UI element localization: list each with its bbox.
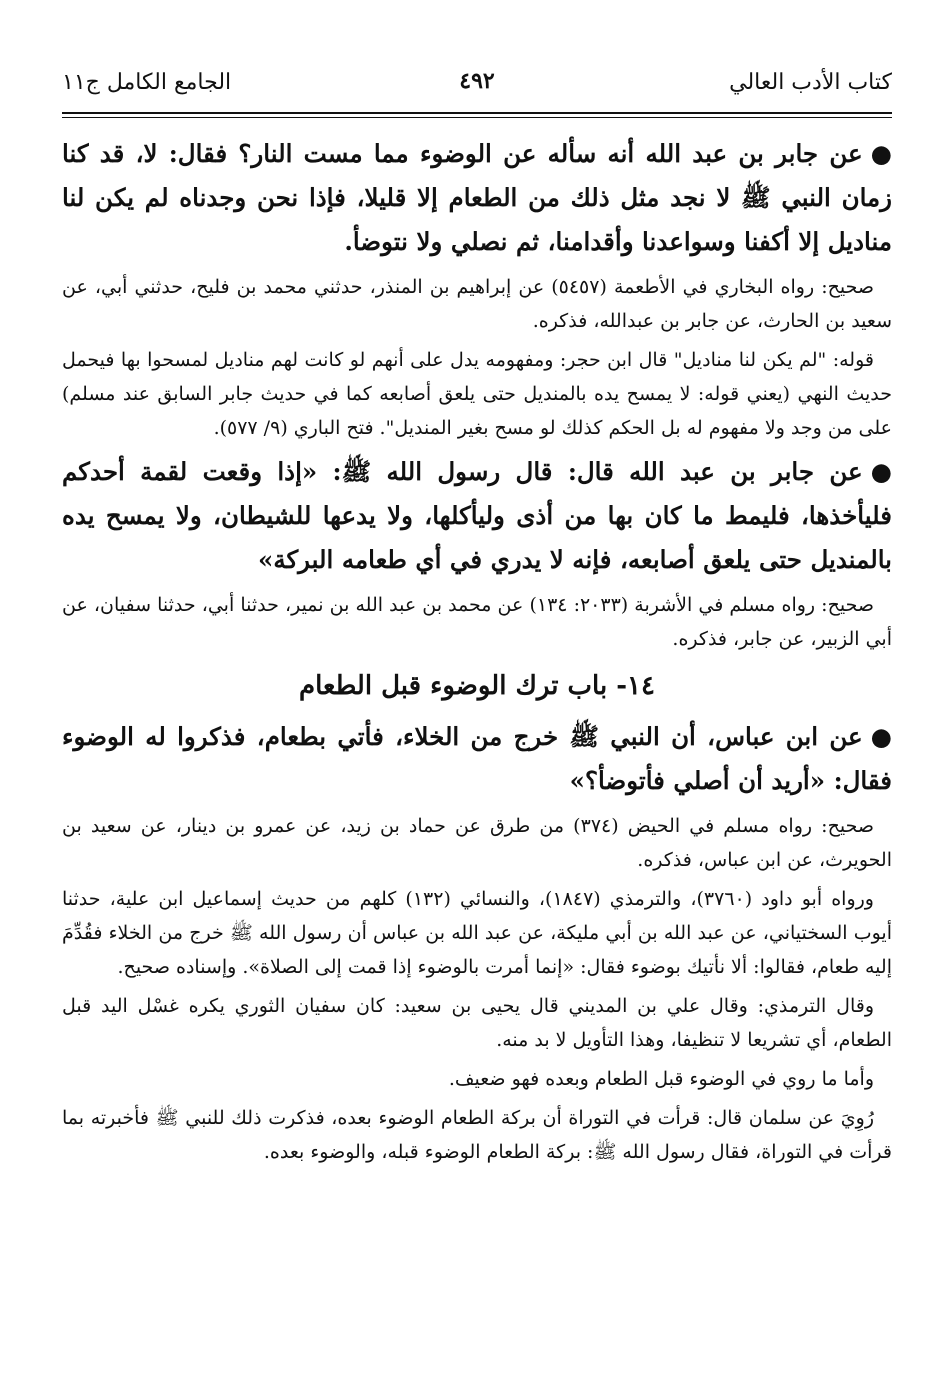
takhrij-note: صحيح: رواه مسلم في الحيض (٣٧٤) من طرق عن حماد بن زيد، عن عمرو بن دينار، عن سعيد بن الحويرث، عن ابن عباس، فذكره. — [62, 815, 892, 871]
bullet-icon: ● — [870, 139, 892, 168]
header-rule-thin — [62, 117, 892, 118]
page-content — [62, 132, 892, 1169]
hadith-paragraph: ●عن جابر بن عبد الله قال: قال رسول الله ﷺ: «إذا وقعت لقمة أحدكم فليأخذها، فليمط ما كان بها من أذى وليأكلها، ولا يدعها للشيطان، ولا يمسح يده بالمنديل حتى يلعق أصابعه، فإنه لا يدري في أي طعامه البركة» — [62, 450, 892, 582]
page-header — [62, 62, 892, 106]
book-page — [62, 62, 892, 1174]
commentary-note: وقال الترمذي: وقال علي بن المديني قال يحيى بن سعيد: كان سفيان الثوري يكره غسْل اليد قبل الطعام، أي تشريعا لا تنظيفا، وهذا التأويل لا بد منه. — [62, 995, 892, 1051]
takhrij-note: صحيح: رواه مسلم في الأشربة (٢٠٣٣: ١٣٤) عن محمد بن عبد الله بن نمير، حدثنا أبي، حدثنا سفيان، عن أبي الزبير، عن جابر، فذكره. — [62, 594, 892, 650]
hadith-paragraph: ●عن ابن عباس، أن النبي ﷺ خرج من الخلاء، فأتي بطعام، فذكروا له الوضوء فقال: «أريد أن أصلي فأتوضأ؟» — [62, 715, 892, 803]
header-rule-thick — [62, 112, 892, 114]
bullet-icon: ● — [870, 457, 892, 486]
hadith-paragraph: ●عن جابر بن عبد الله أنه سأله عن الوضوء مما مست النار؟ فقال: لا، قد كنا زمان النبي ﷺ لا نجد مثل ذلك من الطعام إلا قليلا، فإذا نحن وجدناه لم يكن لنا مناديل إلا أكفنا وسواعدنا وأقدامنا، ثم نصلي ولا نتوضأ. — [62, 132, 892, 264]
bullet-icon: ● — [870, 722, 892, 751]
commentary-note: قوله: "لم يكن لنا مناديل" قال ابن حجر: ومفهومه يدل على أنهم لو كانت لهم مناديل لمسحوا بها فيحمل حديث النهي (يعني قوله: لا يمسح يده بالمنديل حتى يلعق أصابعه كما في حديث جابر السابق عند مسلم) على من وجد ولا مفهوم له بل الحكم كذلك لو مسح بغير المنديل". فتح الباري (٩/ ٥٧٧). — [62, 349, 892, 439]
takhrij-note: صحيح: رواه البخاري في الأطعمة (٥٤٥٧) عن إبراهيم بن المنذر، حدثني محمد بن فليح، حدثني أبي، عن سعيد بن الحارث، عن جابر بن عبدالله، فذكره. — [62, 276, 892, 332]
chapter-heading: ١٤- باب ترك الوضوء قبل الطعام — [299, 671, 655, 701]
book-title: كتاب الأدب العالي — [729, 70, 892, 95]
commentary-note: رُوِيَ عن سلمان قال: قرأت في التوراة أن بركة الطعام الوضوء بعده، فذكرت ذلك للنبي ﷺ فأخبرته بما قرأت في التوراة، فقال رسول الله ﷺ: بركة الطعام الوضوء قبله، والوضوء بعده. — [62, 1107, 892, 1163]
volume-title: الجامع الكامل ج١١ — [62, 70, 232, 95]
takhrij-note: ورواه أبو داود (٣٧٦٠)، والترمذي (١٨٤٧)، والنسائي (١٣٢) كلهم من حديث إسماعيل ابن علية، حدثنا أيوب السختياني، عن عبد الله بن أبي مليكة، عن عبد الله بن عباس أن رسول الله ﷺ خرج من الخلاء فقُدِّمَ إليه طعام، فقالوا: ألا نأتيك بوضوء فقال: «إنما أمرت بالوضوء إذا قمت إلى الصلاة». وإسناده صحيح. — [62, 888, 892, 978]
page-number: ٤٩٢ — [459, 68, 495, 94]
commentary-note: وأما ما روي في الوضوء قبل الطعام وبعده فهو ضعيف. — [448, 1068, 874, 1090]
